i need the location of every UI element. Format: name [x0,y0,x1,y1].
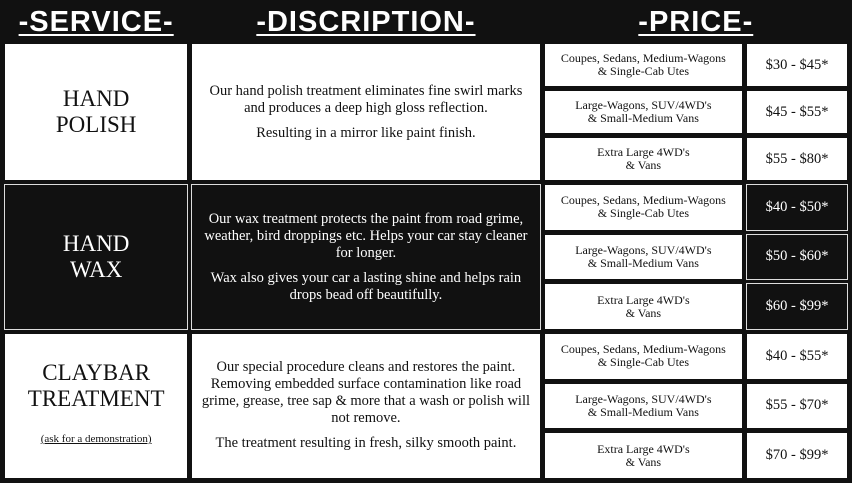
price-value: $45 - $55* [746,90,848,134]
description-paragraph: Our hand polish treatment eliminates fine swirl marks and produces a deep high gloss reflection. [209,82,523,116]
vehicle-line1: Extra Large 4WD's [597,441,690,456]
header-service: -SERVICE- [4,4,188,40]
service-name [4,333,188,479]
vehicle-line2: & Small-Medium Vans [587,111,699,126]
vehicle-type [544,234,744,281]
service-name-line1: HAND [62,86,130,112]
description-paragraph: Our special procedure cleans and restores the paint. Removing embedded surface contamination like road grime, grease, tree sap & more that a wash or polish will not remove. [201,359,531,427]
service-row-hand-polish [4,43,848,87]
service-name-line2: POLISH [55,112,137,138]
vehicle-line1: Extra Large 4WD's [597,145,690,160]
vehicle-line2: & Vans [625,158,662,173]
service-description [191,333,540,479]
description-paragraph: Wax also gives your car a lasting shine and helps rain drops bead off beautifully. [210,269,522,303]
description-paragraph: Our wax treatment protects the paint from road grime, weather, bird droppings etc. Helps your car stay cleaner for longer. [204,210,528,261]
vehicle-line1: Large-Wagons, SUV/4WD's [575,391,712,406]
service-description [191,43,540,181]
vehicle-line1: Large-Wagons, SUV/4WD's [575,98,712,113]
vehicle-line2: & Single-Cab Utes [597,206,690,221]
header-description: -DISCRIPTION- [191,4,540,40]
vehicle-type [544,43,744,87]
vehicle-line2: & Small-Medium Vans [587,404,699,419]
service-name [4,43,188,181]
service-row-claybar [4,333,848,380]
price-value: $60 - $99* [746,283,848,330]
vehicle-type [544,90,744,134]
header-price: -PRICE- [544,4,848,40]
vehicle-line1: Extra Large 4WD's [597,292,690,307]
vehicle-type [544,432,744,479]
price-value: $55 - $80* [746,137,848,181]
vehicle-line1: Coupes, Sedans, Medium-Wagons [560,51,726,65]
demonstration-link[interactable]: (ask for a demonstration) [40,432,152,445]
price-value: $50 - $60* [746,234,848,281]
vehicle-line2: & Vans [625,454,662,469]
service-description [191,184,540,330]
vehicle-line2: & Small-Medium Vans [587,255,699,270]
price-value: $40 - $55* [746,333,848,380]
price-value: $70 - $99* [746,432,848,479]
vehicle-type [544,383,744,430]
vehicle-line1: Coupes, Sedans, Medium-Wagons [560,342,726,357]
service-name-line2: TREATMENT [27,385,165,411]
service-row-hand-wax [4,184,848,231]
description-paragraph: The treatment resulting in fresh, silky smooth paint. [215,435,517,452]
vehicle-line2: & Single-Cab Utes [597,355,690,370]
vehicle-line1: Coupes, Sedans, Medium-Wagons [560,193,726,208]
description-paragraph: Resulting in a mirror like paint finish. [256,124,476,141]
price-value: $55 - $70* [746,383,848,430]
vehicle-type [544,333,744,380]
vehicle-type [544,137,744,181]
vehicle-type [544,184,744,231]
service-name [4,184,188,330]
service-name-line1: HAND [62,231,130,256]
vehicle-line2: & Vans [625,305,662,320]
service-name-line1: CLAYBAR [42,359,151,385]
service-name-line2: WAX [69,257,123,282]
vehicle-type [544,283,744,330]
vehicle-line1: Large-Wagons, SUV/4WD's [575,242,712,257]
vehicle-line2: & Single-Cab Utes [597,64,690,78]
price-value: $30 - $45* [746,43,848,87]
price-value: $40 - $50* [746,184,848,231]
